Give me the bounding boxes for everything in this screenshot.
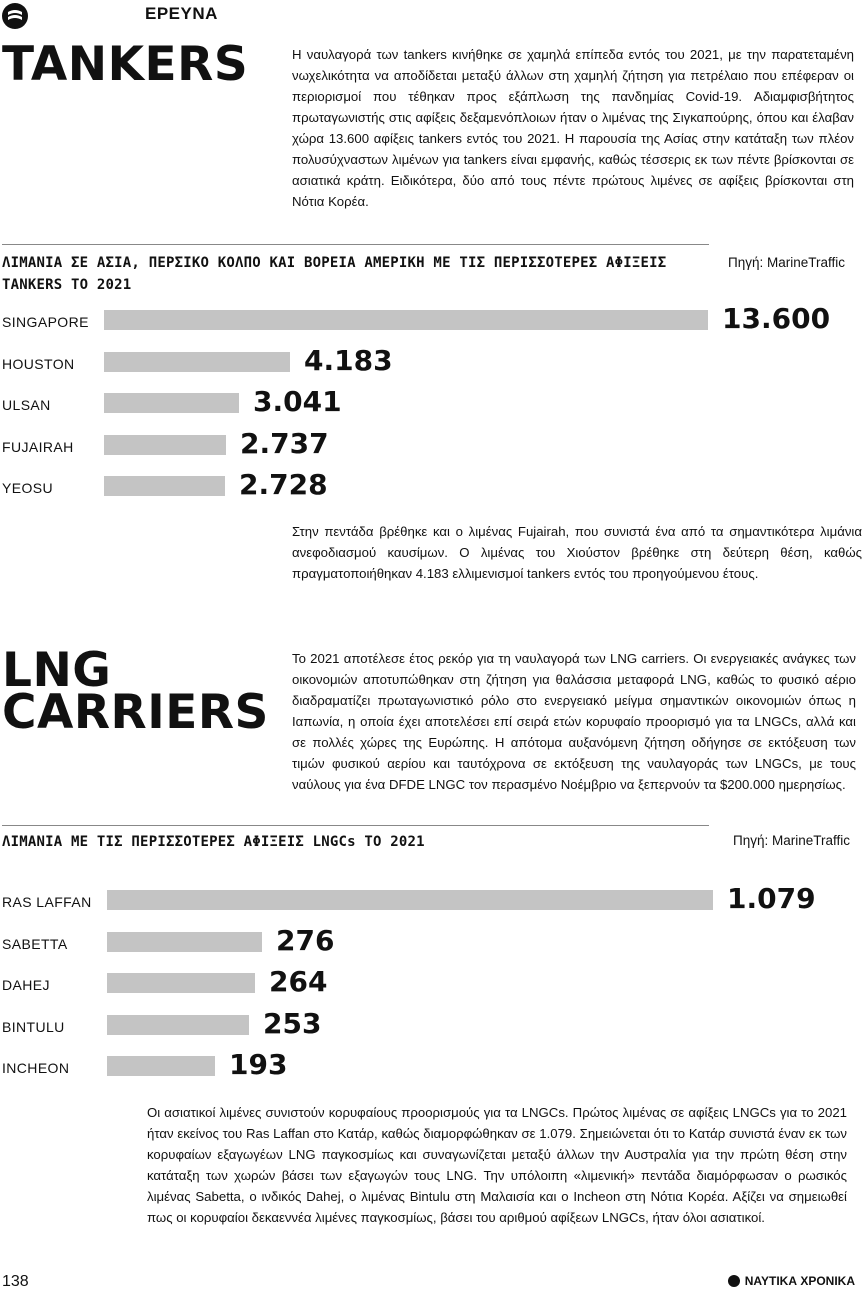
lng-bar [107, 973, 255, 993]
divider [2, 825, 709, 826]
tankers-category-label: FUJAIRAH [2, 438, 74, 455]
tankers-category-label: ULSAN [2, 397, 51, 413]
tankers-bar [104, 310, 708, 330]
tankers-bar [104, 476, 225, 496]
lng-bar [107, 932, 262, 952]
tankers-value-label: 2.728 [239, 468, 328, 501]
lng-outro: Οι ασιατικοί λιμένες συνιστούν κορυφαίους προορισμούς για τα LNGCs. Πρώτος λιμένας σε αφίξεις LNGCs για το 2021 ήταν εκείνος του Ras Laffan στο Κατάρ, καθώς διαμορφώθηκαν σε 1.079. Σημειώνεται ότι το Κατάρ συνιστά έναν εκ των κορυφαίων εξαγωγέων LNG παγκοσμίως και συναγωνίζεται μεταξύ άλλων την Αυστραλία για την πρώτη θέση στην κατάταξη των χωρών βάσει των εξαγωγών τους LNG. Την υπόλοιπη «λιμενική» πεντάδα διαμόρφωσαν ο ρωσικός λιμένας Sabetta, ο ινδικός Dahej, ο λιμένας Bintulu στη Μαλαισία και ο Incheon στη Νότια Κορέα. Αξίζει να σημειωθεί πως οι κορυφαίοι δεκαεννέα λιμένες παγκοσμίως, βάσει του αριθμού αφίξεων LNGCs, ήταν όλοι ασιατικοί. [147, 1105, 847, 1225]
lng-bar-chart [0, 880, 865, 1090]
tankers-chart-title: ΛΙΜΑΝΙΑ ΣΕ ΑΣΙΑ, ΠΕΡΣΙΚΟ ΚΟΛΠΟ ΚΑΙ ΒΟΡΕΙΑ ΑΜΕΡΙΚΗ ΜΕ ΤΙΣ ΠΕΡΙΣΣΟΤΕΡΕΣ ΑΦΙΞΕΙΣ TANKERS ΤΟ 2021 [2, 255, 667, 293]
footer-brand-name: ΝΑΥΤΙΚΑ ΧΡΟΝΙΚΑ [744, 1274, 855, 1288]
tankers-intro: Η ναυλαγορά των tankers κινήθηκε σε χαμηλά επίπεδα εντός του 2021, με την παρατεταμένη νωχελικότητα να αποδίδεται μεταξύ άλλων στη χαμηλή ζήτηση για πετρέλαιο που επέφεραν οι περιορισμοί που τέθηκαν προς εξάπλωση της πανδημίας Covid-19. Αδιαμφισβήτητος πρωταγωνιστής στις αφίξεις δεξαμενόπλοιων ήταν ο λιμένας της Σιγκαπούρης, όπου και έλαβαν χώρα 13.600 αφίξεις tankers εντός του 2021. Η παρουσία της Ασίας στην κατάταξη των πλέον πολυσύχναστων λιμένων για tankers είναι εμφανής, καθώς τέσσερις εκ των πέντε βρίσκονται σε ασιατικά κράτη. Ειδικότερα, δύο από τους πέντε πρώτους λιμένες σε αφίξεις βρίσκονται στη Νότια Κορέα. [292, 47, 854, 209]
tankers-category-label: SINGAPORE [2, 314, 89, 330]
tankers-bar-chart [0, 300, 865, 510]
tankers-bar [104, 393, 239, 413]
tankers-bar [104, 352, 290, 372]
lng-value-label: 276 [276, 923, 335, 957]
tankers-value-label: 3.041 [253, 385, 342, 418]
tankers-value-label: 2.737 [240, 426, 329, 460]
tankers-bar [104, 435, 226, 455]
lng-value-label: 193 [229, 1048, 288, 1081]
tankers-outro: Στην πεντάδα βρέθηκε και ο λιμένας Fujairah, που συνιστά ένα από τα σημαντικότερα λιμάνια ανεφοδιασμού καυσίμων. Ο λιμένας του Χιούστον βρέθηκε στη δεύτερη θέση, καθώς πραγματοποιήθηκαν 4.183 ελλιμενισμοί tankers εντός του προηγούμενου έτους. [292, 524, 862, 581]
brand-logo-icon [728, 1275, 740, 1287]
tankers-category-label: HOUSTON [2, 355, 75, 372]
lng-category-label: RAS LAFFAN [2, 894, 92, 910]
lng-category-label: DAHEJ [2, 977, 50, 993]
tankers-title: TANKERS [2, 37, 249, 92]
lng-value-label: 1.079 [727, 882, 816, 915]
footer-brand [728, 1274, 855, 1288]
lng-bar [107, 890, 713, 910]
page-number: 138 [2, 1273, 29, 1290]
lng-value-label: 253 [263, 1006, 322, 1040]
lng-intro: Το 2021 αποτέλεσε έτος ρεκόρ για τη ναυλαγορά των LNG carriers. Οι ενεργειακές ανάγκες των οικονομιών αποτυπώθηκαν στη ζήτηση για θαλάσσια μεταφορά LNG, καθώς το φυσικό αέριο διαδραματίζει πρωταγωνιστικό ρόλο στο ενεργειακό μείγμα σημαντικών οικονομιών όπως η Ιαπωνία, η οποία έχει αποτελέσει επί σειρά ετών κορυφαίο προορισμό για τα LNGCs, αλλά και σε πολλές χώρες της Ευρώπης. Η απότομα αυξανόμενη ζήτηση οδήγησε σε εκτόξευση των τιμών φυσικού αερίου και ταυτόχρονα σε εκτόξευση της ναυλαγοράς των LNGCs, με τους ναύλους για ένα DFDE LNGC τον περασμένο Νοέμβριο να ξεπερνούν τα $200.000 ημερησίως. [292, 651, 856, 792]
lng-category-label: INCHEON [2, 1060, 70, 1076]
lng-title-line1: LNG [2, 643, 112, 698]
lng-source: Πηγή: MarineTraffic [733, 833, 851, 848]
lng-value-label: 264 [269, 965, 328, 998]
lng-category-label: BINTULU [2, 1018, 65, 1035]
magazine-logo-icon [2, 3, 28, 29]
lng-bar [107, 1056, 215, 1076]
tankers-value-label: 13.600 [722, 302, 831, 335]
tankers-category-label: YEOSU [2, 480, 54, 496]
lng-bar [107, 1015, 249, 1035]
lng-category-label: SABETTA [2, 935, 68, 952]
lng-title-line2: CARRIERS [2, 685, 269, 740]
divider [2, 244, 709, 245]
section-label: ΕΡΕΥΝΑ [145, 4, 218, 23]
lng-chart-title: ΛΙΜΑΝΙΑ ΜΕ ΤΙΣ ΠΕΡΙΣΣΟΤΕΡΕΣ ΑΦΙΞΕΙΣ LNGCs ΤΟ 2021 [2, 834, 425, 850]
tankers-value-label: 4.183 [304, 343, 393, 377]
lng-title [2, 643, 269, 740]
tankers-source: Πηγή: MarineTraffic [728, 255, 846, 270]
